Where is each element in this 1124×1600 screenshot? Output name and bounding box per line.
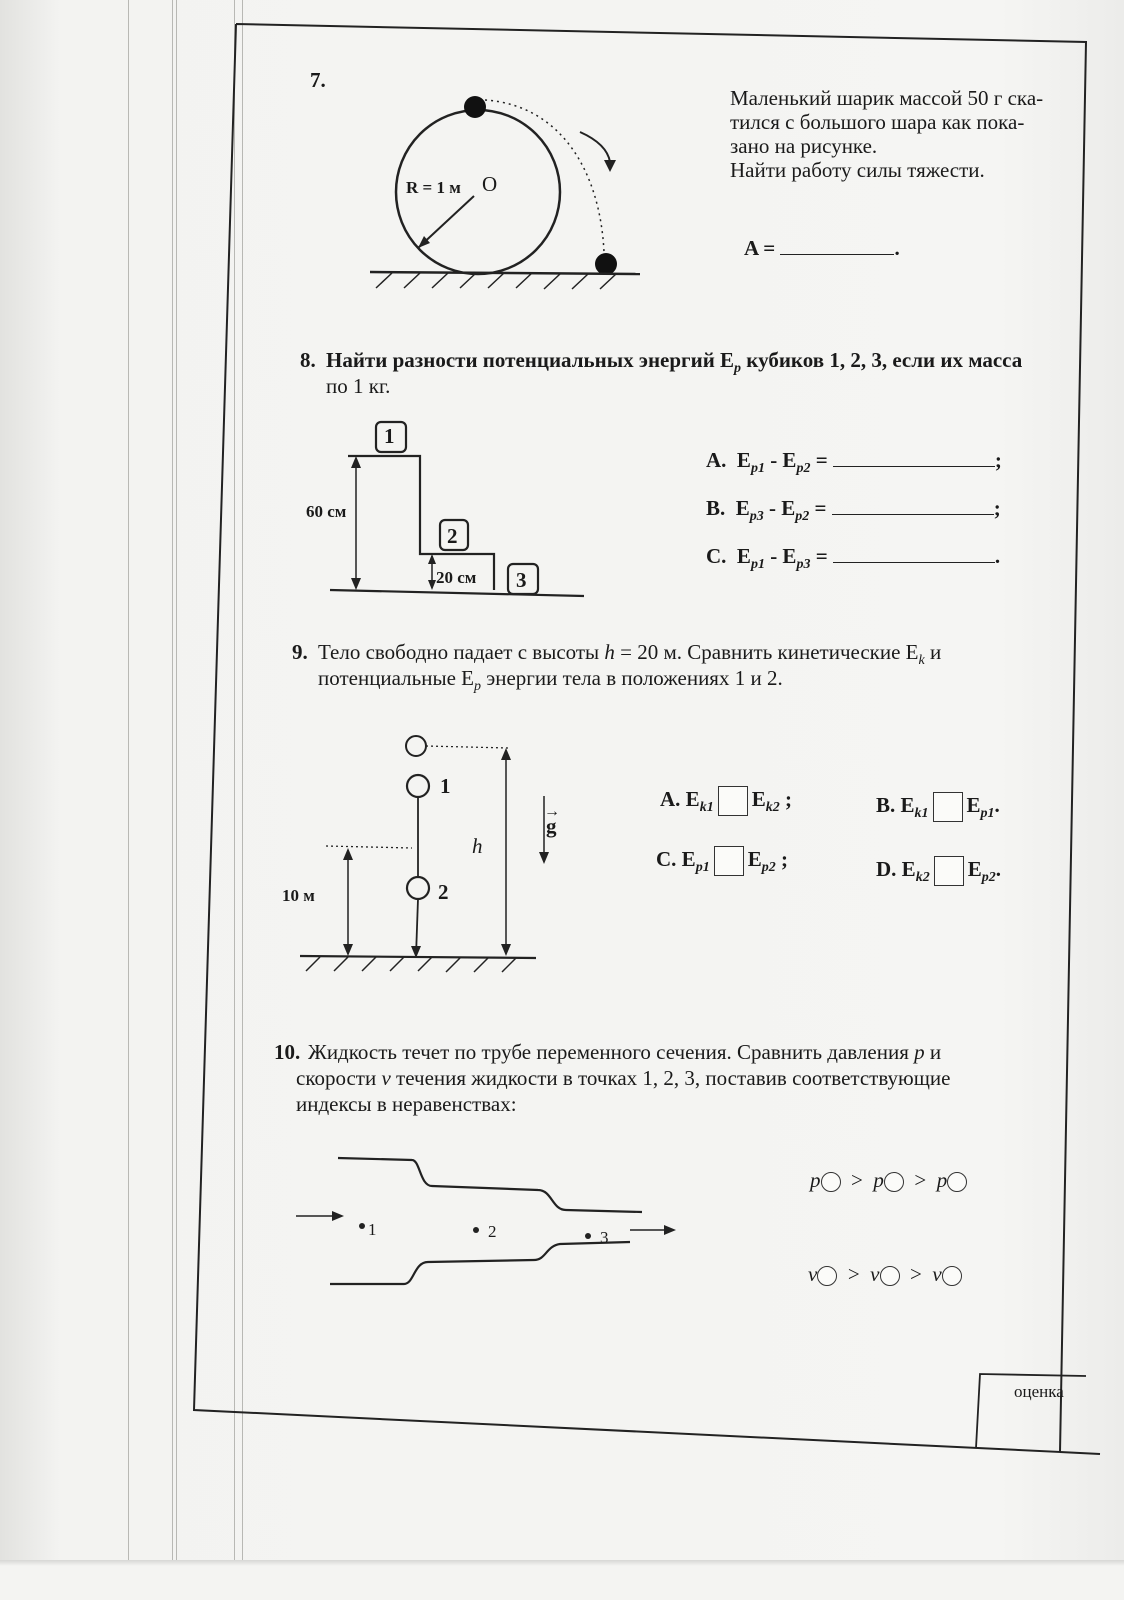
point-2-label: 2 (488, 1222, 497, 1241)
gt-sign: > (847, 1262, 860, 1286)
h-label: h (472, 834, 483, 858)
q8-line1 (326, 348, 1022, 381)
sym: E (681, 846, 696, 871)
end: ; (993, 496, 1001, 520)
velocity-inequality (808, 1262, 962, 1286)
sub: p2 (981, 870, 996, 885)
trajectory (485, 100, 604, 252)
eq: = (810, 544, 828, 568)
gt-sign: > (851, 1168, 863, 1192)
worksheet-border (194, 24, 1086, 1452)
eq: = (809, 496, 827, 520)
end: . (994, 544, 1001, 568)
answer-label: A. (706, 448, 727, 472)
q9-option-d (876, 856, 1001, 890)
p-index-circle[interactable] (884, 1172, 904, 1192)
v-index-circle[interactable] (942, 1266, 962, 1286)
small-ball-bottom (595, 253, 617, 275)
v-index-circle[interactable] (880, 1266, 900, 1286)
q9-line2 (318, 666, 783, 699)
end: ; (780, 846, 788, 871)
eq: = (810, 448, 828, 472)
op: - E (764, 448, 797, 472)
sub: p2 (795, 509, 810, 525)
q9-b-compare-box[interactable] (933, 792, 963, 822)
p-index-circle[interactable] (947, 1172, 967, 1192)
sym: E (747, 846, 762, 871)
q8-number: 8. (300, 348, 316, 372)
small-ball-top (464, 96, 486, 118)
end: . (994, 792, 1000, 817)
floor-line (330, 590, 584, 596)
option-label: A. (660, 786, 681, 811)
text: течения жидкости в точках 1, 2, 3, поставив соответствующие (390, 1066, 951, 1090)
text: и (924, 1040, 942, 1064)
option-label: B. (876, 792, 896, 817)
energy-symbol: E (735, 496, 750, 520)
q9-d-compare-box[interactable] (934, 856, 964, 886)
position-1 (407, 775, 429, 797)
op: - E (763, 496, 796, 520)
q9-number: 9. (292, 640, 308, 664)
q10-line3: индексы в неравенствах: (296, 1092, 517, 1116)
answer-label: C. (706, 544, 727, 568)
v-symbol: v (932, 1262, 942, 1286)
pressure-inequality (810, 1168, 967, 1192)
text: скорости (296, 1066, 382, 1090)
sub: p (473, 679, 481, 695)
q7-line: тился с большого шара как пока- (730, 110, 1025, 134)
cube-3-label: 3 (516, 568, 527, 592)
answer-label: B. (706, 496, 726, 520)
radius-label: R = 1 м (406, 178, 461, 197)
q7-line: Найти работу силы тяжести. (730, 158, 985, 182)
q8-answer-b (706, 496, 1001, 529)
end: ; (994, 448, 1002, 472)
v-index-circle[interactable] (817, 1266, 837, 1286)
height-20-label: 20 см (436, 568, 477, 587)
q8-answer-c-blank[interactable] (833, 544, 995, 563)
energy-symbol: E (736, 448, 751, 472)
point-1-label: 1 (368, 1220, 377, 1239)
q8-answer-a (706, 448, 1002, 481)
q8-answer-a-blank[interactable] (833, 448, 995, 467)
position-1-label: 1 (440, 774, 451, 798)
q7-text (730, 86, 1043, 182)
sub: p1 (695, 860, 710, 875)
text: = 20 м. Сравнить кинетические E (614, 640, 919, 664)
sym: E (900, 792, 915, 817)
q9-option-b (876, 792, 1000, 826)
text: энергии тела в положениях 1 и 2. (480, 666, 783, 690)
q7-answer-label: A = (744, 236, 776, 260)
text: потенциальные E (318, 666, 474, 690)
sub: p2 (761, 860, 776, 875)
v-var: v (381, 1066, 391, 1090)
sym: E (751, 786, 766, 811)
p-var: p (914, 1040, 925, 1064)
q10-number: 10. (274, 1040, 301, 1064)
q9-option-c (656, 846, 788, 880)
q9-c-compare-box[interactable] (714, 846, 744, 876)
sub: k2 (765, 800, 780, 815)
cube-2-label: 2 (447, 524, 458, 548)
p-symbol: p (936, 1168, 948, 1192)
ground-line (300, 956, 536, 958)
point-3-label: 3 (600, 1228, 609, 1247)
gt-sign: > (914, 1168, 927, 1192)
sub: p3 (796, 557, 811, 573)
q10-line1 (308, 1040, 941, 1064)
p-symbol: p (810, 1168, 821, 1192)
q7-number: 7. (310, 68, 326, 92)
q8-answer-c (706, 544, 1000, 577)
q9-a-compare-box[interactable] (718, 786, 748, 816)
sub: p1 (750, 461, 765, 477)
sym: E (685, 786, 700, 811)
g-label: g (546, 814, 557, 838)
sub: k (918, 653, 925, 669)
q8-text: Найти разности потенциальных энергий E (326, 348, 735, 372)
sub: p3 (749, 509, 764, 525)
sub: p1 (980, 806, 995, 821)
q7-line: зано на рисунке. (730, 134, 878, 158)
energy-symbol: E (736, 544, 751, 568)
height-10-label: 10 м (282, 886, 315, 905)
option-label: C. (656, 846, 677, 871)
sym: E (966, 792, 981, 817)
pipe-bottom-wall (330, 1242, 630, 1284)
q9-option-a (660, 786, 792, 820)
sym: E (967, 856, 982, 881)
sym: E (901, 856, 916, 881)
text: и (924, 640, 942, 664)
text: Тело свободно падает с высоты (318, 640, 605, 664)
q8-answer-b-blank[interactable] (832, 496, 994, 515)
center-label: O (482, 172, 498, 196)
height-60-label: 60 см (306, 502, 347, 521)
position-2 (407, 877, 429, 899)
q10-figure (296, 1158, 676, 1284)
v-symbol: v (808, 1262, 818, 1286)
q10-line2 (296, 1066, 950, 1090)
pipe-top-wall (338, 1158, 642, 1212)
q7-answer (744, 236, 900, 260)
end: . (995, 856, 1001, 881)
p-index-circle[interactable] (821, 1172, 841, 1192)
q8-sub: p (734, 361, 742, 377)
q9-figure (300, 736, 549, 972)
p-symbol: p (873, 1168, 884, 1192)
option-label: D. (876, 856, 897, 881)
v-symbol: v (870, 1262, 880, 1286)
q8-line2: по 1 кг. (326, 374, 391, 398)
motion-arrow (580, 132, 610, 162)
position-2-label: 2 (438, 880, 449, 904)
ground-hatching (376, 273, 616, 289)
q7-answer-end: . (894, 236, 900, 260)
sub: k2 (915, 870, 930, 885)
cube-1-label: 1 (384, 424, 395, 448)
op: - E (764, 544, 797, 568)
gt-sign: > (910, 1262, 922, 1286)
h-var: h (604, 640, 615, 664)
q7-answer-blank[interactable] (780, 236, 894, 255)
text: Жидкость течет по трубе переменного сечения. Сравнить давления (308, 1040, 915, 1064)
end: ; (784, 786, 792, 811)
sub: k1 (914, 806, 929, 821)
q7-line: Маленький шарик массой 50 г ска- (730, 86, 1044, 110)
sub: p2 (796, 461, 811, 477)
g-vector-arrow: → (544, 803, 560, 820)
sub: k1 (699, 800, 714, 815)
sub: p1 (750, 557, 765, 573)
q8-text-end: кубиков 1, 2, 3, если их масса (741, 348, 1023, 372)
grade-label: оценка (1014, 1382, 1064, 1401)
